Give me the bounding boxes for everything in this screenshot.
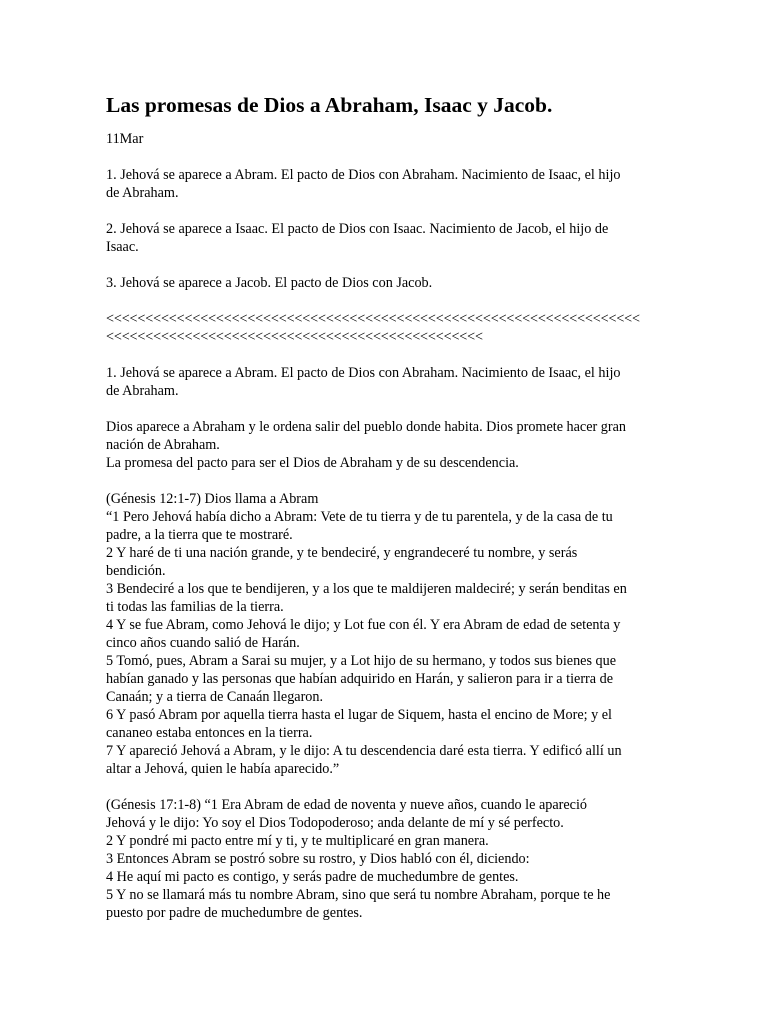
passage-line: habían ganado y las personas que habían adquirido en Harán, y salieron para ir a tierra de [106, 671, 614, 687]
section-1-heading-line-1: 1. Jehová se aparece a Abram. El pacto de Dios con Abraham. Nacimiento de Isaac, el hijo [106, 365, 621, 381]
passage-line: (Génesis 17:1-8) “1 Era Abram de edad de noventa y nueve años, cuando le apareció [106, 797, 588, 813]
passage-line: cananeo estaba entonces en la tierra. [106, 725, 313, 741]
genesis-17-passage [106, 796, 662, 922]
passage-line: ti todas las familias de la tierra. [106, 599, 284, 615]
summary-3-line-1: 3. Jehová se aparece a Jacob. El pacto de Dios con Jacob. [106, 275, 433, 291]
summary-item-3 [106, 274, 662, 292]
post-date: 11Mar [106, 131, 144, 147]
passage-line: 2 Y haré de ti una nación grande, y te bendeciré, y engrandeceré tu nombre, y serás [106, 545, 578, 561]
passage-line: 4 He aquí mi pacto es contigo, y serás padre de muchedumbre de gentes. [106, 869, 519, 885]
passage-line: 6 Y pasó Abram por aquella tierra hasta el lugar de Siquem, hasta el encino de More; y el [106, 707, 612, 723]
separator-line-1: <<<<<<<<<<<<<<<<<<<<<<<<<<<<<<<<<<<<<<<<<<<<<<<<<<<<<<<<<<<<<<<<<<<< [106, 311, 640, 327]
section-1-heading-line-2: de Abraham. [106, 383, 179, 399]
genesis-12-passage [106, 490, 662, 778]
summary-1-line-2: de Abraham. [106, 185, 179, 201]
summary-item-1 [106, 166, 662, 202]
passage-line: “1 Pero Jehová había dicho a Abram: Vete de tu tierra y de tu parentela, y de la casa de tu [106, 509, 613, 525]
passage-line: altar a Jehová, quien le había aparecido.” [106, 761, 340, 777]
passage-line: 3 Bendeciré a los que te bendijeren, y a los que te maldijeren maldeciré; y serán benditas en [106, 581, 627, 597]
intro-line: nación de Abraham. [106, 437, 220, 453]
separator-line-2: <<<<<<<<<<<<<<<<<<<<<<<<<<<<<<<<<<<<<<<<<<<<<<<< [106, 329, 483, 345]
passage-line: 3 Entonces Abram se postró sobre su rostro, y Dios habló con él, diciendo: [106, 851, 530, 867]
passage-line: Canaán; y a tierra de Canaán llegaron. [106, 689, 324, 705]
passage-line: (Génesis 12:1-7) Dios llama a Abram [106, 491, 319, 507]
passage-line: 4 Y se fue Abram, como Jehová le dijo; y Lot fue con él. Y era Abram de edad de setenta y [106, 617, 621, 633]
passage-line: puesto por padre de muchedumbre de gentes. [106, 905, 363, 921]
intro-paragraph [106, 418, 662, 472]
passage-line: 7 Y apareció Jehová a Abram, y le dijo: A tu descendencia daré esta tierra. Y edificó allí un [106, 743, 622, 759]
section-1-heading [106, 364, 662, 400]
passage-line: 2 Y pondré mi pacto entre mí y ti, y te multiplicaré en gran manera. [106, 833, 489, 849]
intro-line: Dios aparece a Abraham y le ordena salir del pueblo donde habita. Dios promete hacer gran [106, 419, 627, 435]
summary-1-line-1: 1. Jehová se aparece a Abram. El pacto de Dios con Abraham. Nacimiento de Isaac, el hijo [106, 167, 621, 183]
passage-line: cinco años cuando salió de Harán. [106, 635, 300, 651]
summary-2-line-2: Isaac. [106, 239, 139, 255]
document-page [106, 92, 662, 940]
separator [106, 310, 662, 346]
document-title: Las promesas de Dios a Abraham, Isaac y Jacob. [106, 93, 553, 117]
passage-line: 5 Y no se llamará más tu nombre Abram, sino que será tu nombre Abraham, porque te he [106, 887, 611, 903]
intro-line: La promesa del pacto para ser el Dios de Abraham y de su descendencia. [106, 455, 519, 471]
passage-line: padre, a la tierra que te mostraré. [106, 527, 293, 543]
passage-line: bendición. [106, 563, 166, 579]
passage-line: Jehová y le dijo: Yo soy el Dios Todopoderoso; anda delante de mí y sé perfecto. [106, 815, 564, 831]
summary-item-2 [106, 220, 662, 256]
summary-2-line-1: 2. Jehová se aparece a Isaac. El pacto de Dios con Isaac. Nacimiento de Jacob, el hijo de [106, 221, 609, 237]
passage-line: 5 Tomó, pues, Abram a Sarai su mujer, y a Lot hijo de su hermano, y todos sus bienes que [106, 653, 617, 669]
